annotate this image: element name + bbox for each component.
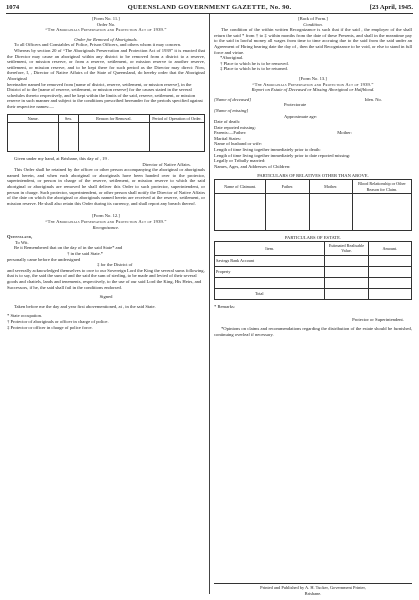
form-11-label: [Form No. 11.]	[92, 16, 120, 21]
marital-label: Marital States:	[214, 135, 241, 141]
column-header: Amount.	[368, 241, 411, 255]
column-header: Period of Operation of Order.	[149, 114, 204, 123]
whereas-paragraph: Whereas by section 20 of “The Aboriginals Preservation and Protection Act of 1939” it is enacted that the Director may cause an aboriginal within any district to be removed from a district to a reserve, settlement, or mission reserve, or from a reserve, settlement, or mission reserve to another reserve, settlement, or mission reserve, and to be kept there for such period as the Director may direct: Now, therefore, I, , Director of Native Affairs of the State of Queensland, do hereby order that the Aboriginal Aboriginal	[7, 47, 205, 81]
form-13-label: [Form No. 13.]	[299, 75, 327, 81]
length-death-label: Length of time living together immediately prior to death:	[214, 147, 321, 153]
state-name: Queensland,	[7, 234, 33, 240]
column-divider	[209, 14, 210, 594]
to-wit: To Wit.	[15, 239, 29, 245]
back-of-form-label: [Back of Form.]	[298, 16, 328, 21]
footnote: † Protector of aboriginals or officer in charge of police.	[7, 318, 109, 324]
column-header: Estimated Realisable Value.	[325, 241, 368, 255]
footnote: * State occupation.	[7, 313, 43, 319]
children-label: Names, Ages, and Addresses of Children:	[214, 163, 291, 169]
length-missing-label: Length of time living together immediately prior to date reported missing:	[214, 152, 351, 158]
printer-line-2: Brisbane.	[304, 591, 322, 596]
recognizance-line: † in the said State.*	[67, 251, 104, 256]
recognizance-line: Be it Remembered that on the day of in the said State* and	[14, 245, 123, 251]
order-body: This Order shall be retained by the officer or other person accompanying the aboriginal or aboriginals named herein, and when each aboriginal or aboriginals have been handed over to the protector, superintendent, or person in charge of the reserve, settlement, or mission reserve to which the said aboriginal or aboriginals are removed he shall deliver this Order to such protector, superintendent, or person in charge. Such protector, superintendent, or other person shall notify the Director of Native Affairs of the date on which the aboriginal or aboriginals named herein are received at the reserve, settlement, or mission reserve. He shall also retain this Order during its currency, and shall report any breach thereof.	[7, 167, 205, 206]
opinions-note: *Opinions on claims and recommendations regarding the distribution of the estate should be furnished, continuing overleaf if necessary.	[214, 326, 412, 337]
footer-rule	[214, 583, 412, 584]
director-signature: Director of Native Affairs.	[142, 161, 191, 167]
recognizance-heading: Recognizance.	[92, 224, 120, 230]
column-header: Blood Relationship or Other Reason for Claim.	[352, 180, 411, 194]
column-header: Reason for Removal.	[78, 114, 149, 123]
printer-line-1: Printed and Published by A. H. Tucker, Government Printer,	[260, 585, 366, 590]
date-reported-label: Date reported missing:	[214, 124, 256, 130]
married-label: Legally or Tribally married:	[214, 158, 266, 164]
estate-item: Savings Bank Account	[215, 256, 325, 267]
date-of-death-label: Date of death:	[214, 119, 241, 125]
form-12-label: [Form No. 12.]	[92, 213, 120, 219]
left-column	[7, 16, 205, 330]
order-number: Order No.	[96, 21, 116, 27]
recognizance-line: personally came before the undersigned	[7, 256, 81, 262]
relatives-table	[214, 179, 412, 231]
estate-item: Property	[215, 267, 325, 278]
issue-date: [23 April, 1945.	[369, 4, 413, 11]
signed-label: Signed	[99, 294, 113, 300]
hereinafter-paragraph: hereinafter named be removed from [name of district, reserve, settlement, or mission reserve], in the District of to the [name of reserve, settlement, or mission reserve] for the causes stated in the several schedules thereto respectively, and be kept within the limits of the said, reserve, settlement, or mission reserve in such manner and subject to the conditions prescribed hereunder for the periods specified against their respective names:—	[7, 81, 203, 109]
act-title: “The Aboriginals Preservation and Protection Act of 1939.”	[45, 219, 167, 225]
order-heading: Order for Removal of Aboriginals.	[74, 36, 138, 42]
report-heading: Report on Estate of Deceased or Missing Aboriginal or Halfblood.	[251, 87, 375, 93]
approx-age-label: Approximate age:	[284, 113, 318, 119]
estate-title: PARTICULARS OF ESTATE.	[284, 235, 342, 241]
addressees: To all Officers and Constables of Police, Prison Officers, and others whom it may concern.	[14, 42, 182, 48]
estate-item: Total	[215, 289, 325, 300]
relatives-title: PARTICULARS OF RELATIVES OTHER THAN ABOVE.	[257, 173, 369, 179]
protector-signoff: Protector or Superintendent.	[352, 316, 404, 322]
removal-table	[7, 114, 205, 153]
iden-no-label: Iden. No.	[364, 96, 382, 102]
act-title: “The Aboriginals Preservation and Protection Act of 1939.”	[252, 81, 374, 87]
recognizance-line: and severally acknowledged themselves to owe to our Sovereign Lord the King the several sums following, that is to say, the said the sum of and the said the sum of sterling, to be made and levied of their several goods and chattels, lands and tenements, respectively, to the use of our said Lord the King, His Heirs, and Successors, if he, the said shall fail in the conditions endorsed.	[7, 267, 205, 290]
footnote: † Place to which he is to be removed.	[220, 60, 289, 66]
father-label: Parents:—Father:	[214, 130, 247, 136]
missing-name-field: [Name of missing]	[214, 107, 249, 113]
spouse-label: Name of husband or wife:	[214, 141, 262, 147]
page-number: 1074	[6, 4, 20, 11]
remarks-label: * Remarks:	[214, 304, 236, 309]
column-header: Name of Claimant.	[215, 180, 266, 194]
right-column	[214, 16, 412, 337]
given-under-hand: Given under my hand, at Brisbane, this day of , 19 .	[14, 156, 110, 162]
column-header: Name.	[8, 114, 59, 123]
footnote: *Aboriginal.	[220, 55, 244, 61]
estate-item	[215, 278, 325, 289]
gazette-title: QUEENSLAND GOVERNMENT GAZETTE, No. 90.	[127, 4, 292, 11]
act-title: “The Aboriginals Preservation and Protection Act of 1939.”	[45, 27, 167, 33]
condition-heading: Condition.	[303, 21, 323, 27]
mother-label: Mother:	[337, 130, 352, 136]
column-header: Mother.	[309, 180, 352, 194]
taken-before: Taken before me the day and year first abovementioned, at , in the said State.	[14, 303, 156, 309]
condition-text: The condition of the within written Recognizance is such that if the said , the employer of the shall return the said * from † to ‡ within months from the date of these Presents, and shall in the meantime pay to the said in lawful money all wages from time to time accruing due to the said from the said under an Agreement of Hiring bearing date the day of , then the said Recognizance to be void, or else to stand in full force and virtue.	[214, 27, 412, 55]
column-header: Father.	[266, 180, 309, 194]
estate-table	[214, 241, 412, 300]
column-header: Item.	[215, 241, 325, 255]
recognizance-line: ‡ for the District of	[97, 262, 133, 268]
deceased-name-field: [Name of deceased]	[214, 96, 251, 102]
footnote: ‡ Place to which he is to be returned.	[220, 66, 288, 72]
column-header: Sex.	[59, 114, 79, 123]
protectorate-label: Protectorate	[284, 102, 307, 108]
footnote: ‡ Protector or officer in charge of police force.	[7, 324, 93, 330]
